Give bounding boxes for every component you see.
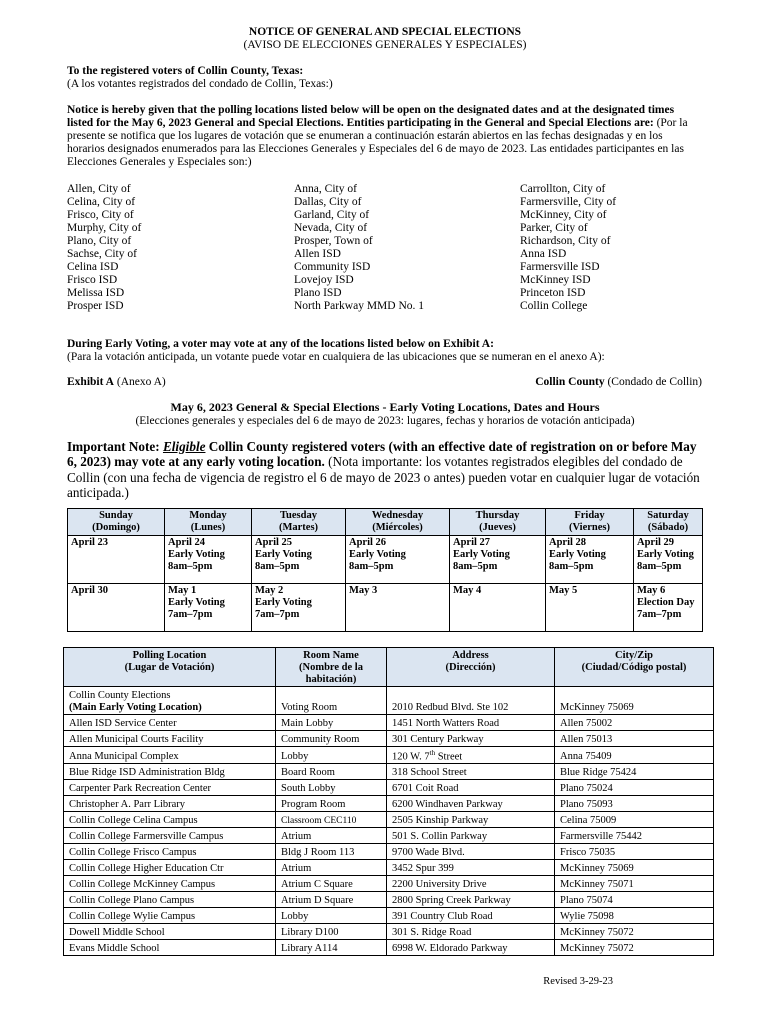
column-header: Room Name (Nombre de la habitación)	[276, 647, 387, 686]
location-name: Collin College Higher Education Ctr	[64, 860, 276, 876]
calendar-day: May 3	[346, 583, 450, 631]
city-zip: McKinney 75072	[555, 940, 714, 956]
city-zip: McKinney 75069	[555, 860, 714, 876]
entity-item: McKinney ISD	[520, 274, 591, 286]
room-name: Atrium C Square	[276, 876, 387, 892]
day-header: Tuesday (Martes)	[252, 508, 346, 535]
schedule-subheading: (Elecciones generales y especiales del 6 de mayo de 2023: lugares, fechas y horarios de votación anticipada)	[135, 415, 635, 427]
room-name: Bldg J Room 113	[276, 844, 387, 860]
entity-item: Anna, City of	[294, 183, 357, 195]
entity-item: Dallas, City of	[294, 196, 362, 208]
room-name: Community Room	[276, 730, 387, 746]
location-name: Collin College Farmersville Campus	[64, 828, 276, 844]
city-zip: Plano 75074	[555, 892, 714, 908]
important-note: Important Note: Eligible Collin County registered voters (with an effective date of registration on or before May 6, 2023) may vote at any early voting location. (Nota importante: los votantes registrados elegibles del condado de Collin (con una fecha de vigencia de registro el 6 de mayo de 2023 o antes) pueden votar en cualquier lugar de votación anticipada.)	[67, 439, 700, 501]
calendar-day: May 1 Early Voting 7am–7pm	[165, 583, 252, 631]
calendar-day: April 29 Early Voting 8am–5pm	[634, 535, 703, 583]
address: 3452 Spur 399	[387, 860, 555, 876]
address: 2800 Spring Creek Parkway	[387, 892, 555, 908]
early-voting-en: During Early Voting, a voter may vote at any of the locations listed below on Exhibit A:	[67, 338, 494, 350]
schedule-heading: May 6, 2023 General & Special Elections - Early Voting Locations, Dates and Hours	[170, 400, 600, 414]
city-zip: Allen 75013	[555, 730, 714, 746]
notice-subtitle: (AVISO DE ELECCIONES GENERALES Y ESPECIALES)	[243, 39, 527, 51]
column-header: Polling Location (Lugar de Votación)	[64, 647, 276, 686]
address: 6701 Coit Road	[387, 780, 555, 796]
table-row	[64, 892, 714, 908]
address: 301 Century Parkway	[387, 730, 555, 746]
city-zip: Anna 75409	[555, 746, 714, 764]
entity-column-1	[67, 183, 294, 313]
address: 301 S. Ridge Road	[387, 924, 555, 940]
entity-item: Collin College	[520, 300, 588, 312]
city-zip: Farmersville 75442	[555, 828, 714, 844]
notice-paragraph	[67, 104, 703, 169]
day-header: Wednesday (Miércoles)	[346, 508, 450, 535]
entity-item: Sachse, City of	[67, 248, 137, 260]
entity-item: Allen ISD	[294, 248, 341, 260]
address: 6998 W. Eldorado Parkway	[387, 940, 555, 956]
calendar-day: April 25 Early Voting 8am–5pm	[252, 535, 346, 583]
calendar-day: May 5	[546, 583, 634, 631]
room-name: Main Lobby	[276, 714, 387, 730]
room-name: Library D100	[276, 924, 387, 940]
location-name: Allen Municipal Courts Facility	[64, 730, 276, 746]
notice-es: (Por la presente se notifica que los lugares de votación que se enumeran a continuación estarán abiertos en las fechas designadas y en los horarios designados enumerados para las Elecciones Generales y Especiales del 6 de mayo de 2023. Las entidades participantes en las Elecciones Generales y Especiales son:)	[67, 117, 688, 168]
table-row	[64, 860, 714, 876]
salutation-es: (A los votantes registrados del condado de Collin, Texas:)	[67, 78, 333, 90]
exhibit-label: Exhibit A (Anexo A)	[67, 376, 166, 388]
city-zip: Plano 75093	[555, 796, 714, 812]
calendar-week	[68, 583, 703, 631]
calendar-day: May 6 Election Day 7am–7pm	[634, 583, 703, 631]
entity-item: Prosper ISD	[67, 300, 124, 312]
entity-item: Murphy, City of	[67, 222, 142, 234]
city-zip: Blue Ridge 75424	[555, 764, 714, 780]
room-name: Atrium D Square	[276, 892, 387, 908]
location-name: Allen ISD Service Center	[64, 714, 276, 730]
entity-item: Farmersville, City of	[520, 196, 617, 208]
entity-item: Parker, City of	[520, 222, 588, 234]
entity-item: Princeton ISD	[520, 287, 586, 299]
entity-item: Frisco, City of	[67, 209, 134, 221]
salutation	[67, 65, 703, 91]
notice-title: NOTICE OF GENERAL AND SPECIAL ELECTIONS	[248, 26, 522, 38]
table-row	[64, 908, 714, 924]
table-row	[64, 796, 714, 812]
location-name: Collin College Plano Campus	[64, 892, 276, 908]
entity-item: Allen, City of	[67, 183, 131, 195]
entity-item: Garland, City of	[294, 209, 370, 221]
location-name: Collin College Celina Campus	[64, 812, 276, 828]
calendar-day: April 28 Early Voting 8am–5pm	[546, 535, 634, 583]
room-name: Library A114	[276, 940, 387, 956]
eligible-emphasis: Eligible	[162, 439, 206, 454]
table-row	[64, 924, 714, 940]
city-zip: McKinney 75072	[555, 924, 714, 940]
day-header: Friday (Viernes)	[546, 508, 634, 535]
entity-item: Celina, City of	[67, 196, 136, 208]
table-row	[64, 746, 714, 764]
location-name: Collin College Frisco Campus	[64, 844, 276, 860]
calendar-day: May 4	[450, 583, 546, 631]
day-header: Sunday (Domingo)	[68, 508, 165, 535]
notice-page	[67, 26, 703, 956]
calendar-week	[68, 535, 703, 583]
entity-item: North Parkway MMD No. 1	[294, 300, 425, 312]
room-name: Board Room	[276, 764, 387, 780]
early-voting-es: (Para la votación anticipada, un votante puede votar en cualquiera de las ubicaciones que se numeran en el anexo A):	[67, 351, 605, 363]
calendar-day: April 27 Early Voting 8am–5pm	[450, 535, 546, 583]
early-voting-calendar	[67, 508, 703, 632]
entity-item: Farmersville ISD	[520, 261, 600, 273]
table-row	[64, 714, 714, 730]
room-name: Atrium	[276, 860, 387, 876]
notice-en: Notice is hereby given that the polling locations listed below will be open on the designated dates and at the designated times listed for the May 6, 2023 General and Special Elections. Entities participating in the General and Special Elections are:	[67, 104, 675, 129]
room-name: Voting Room	[276, 686, 387, 714]
address: 6200 Windhaven Parkway	[387, 796, 555, 812]
table-row	[64, 828, 714, 844]
room-name: Classroom CEC110	[276, 812, 387, 828]
table-row	[64, 730, 714, 746]
city-zip: Frisco 75035	[555, 844, 714, 860]
address: 391 Country Club Road	[387, 908, 555, 924]
table-row	[64, 780, 714, 796]
entity-item: Nevada, City of	[294, 222, 368, 234]
address: 1451 North Watters Road	[387, 714, 555, 730]
calendar-day: April 26 Early Voting 8am–5pm	[346, 535, 450, 583]
calendar-day: April 24 Early Voting 8am–5pm	[165, 535, 252, 583]
polling-locations-table	[63, 647, 714, 957]
location-name: Collin College McKinney Campus	[64, 876, 276, 892]
entity-item: Plano, City of	[67, 235, 132, 247]
address: 9700 Wade Blvd.	[387, 844, 555, 860]
city-zip: Wylie 75098	[555, 908, 714, 924]
table-row	[64, 764, 714, 780]
entity-column-2	[294, 183, 520, 313]
day-header: Thursday (Jueves)	[450, 508, 546, 535]
address: 2505 Kinship Parkway	[387, 812, 555, 828]
county-label: Collin County (Condado de Collin)	[535, 376, 702, 388]
calendar-day: April 30	[68, 583, 165, 631]
location-name: Carpenter Park Recreation Center	[64, 780, 276, 796]
city-zip: McKinney 75071	[555, 876, 714, 892]
entity-item: Anna ISD	[520, 248, 567, 260]
table-row	[64, 686, 714, 714]
column-header: Address (Dirección)	[387, 647, 555, 686]
location-name: Blue Ridge ISD Administration Bldg	[64, 764, 276, 780]
location-name: Evans Middle School	[64, 940, 276, 956]
entity-item: Richardson, City of	[520, 235, 611, 247]
revised-date: Revised 3-29-23	[543, 976, 613, 987]
address: 120 W. 7th Street	[387, 746, 555, 764]
location-name: Anna Municipal Complex	[64, 746, 276, 764]
entity-item: Prosper, Town of	[294, 235, 373, 247]
room-name: South Lobby	[276, 780, 387, 796]
location-name: Christopher A. Parr Library	[64, 796, 276, 812]
room-name: Atrium	[276, 828, 387, 844]
location-name: Collin County Elections (Main Early Voting Location)	[64, 686, 276, 714]
exhibit-row	[67, 376, 703, 389]
room-name: Lobby	[276, 908, 387, 924]
entity-list	[67, 183, 703, 313]
entity-item: Carrollton, City of	[520, 183, 606, 195]
location-name: Dowell Middle School	[64, 924, 276, 940]
address: 2010 Redbud Blvd. Ste 102	[387, 686, 555, 714]
day-header: Monday (Lunes)	[165, 508, 252, 535]
room-name: Lobby	[276, 746, 387, 764]
entity-column-3	[520, 183, 703, 313]
address: 318 School Street	[387, 764, 555, 780]
column-header: City/Zip (Ciudad/Código postal)	[555, 647, 714, 686]
city-zip: Plano 75024	[555, 780, 714, 796]
early-voting-note	[67, 338, 703, 364]
salutation-en: To the registered voters of Collin County, Texas:	[67, 65, 304, 77]
entity-item: Melissa ISD	[67, 287, 125, 299]
calendar-day: May 2 Early Voting 7am–7pm	[252, 583, 346, 631]
city-zip: McKinney 75069	[555, 686, 714, 714]
entity-item: Frisco ISD	[67, 274, 118, 286]
location-name: Collin College Wylie Campus	[64, 908, 276, 924]
entity-item: Lovejoy ISD	[294, 274, 354, 286]
table-row	[64, 844, 714, 860]
entity-item: Celina ISD	[67, 261, 119, 273]
table-row	[64, 812, 714, 828]
table-row	[64, 876, 714, 892]
room-name: Program Room	[276, 796, 387, 812]
day-header: Saturday (Sábado)	[634, 508, 703, 535]
table-row	[64, 940, 714, 956]
entity-item: McKinney, City of	[520, 209, 607, 221]
address: 501 S. Collin Parkway	[387, 828, 555, 844]
address: 2200 University Drive	[387, 876, 555, 892]
entity-item: Plano ISD	[294, 287, 342, 299]
city-zip: Celina 75009	[555, 812, 714, 828]
entity-item: Community ISD	[294, 261, 371, 273]
calendar-day: April 23	[68, 535, 165, 583]
city-zip: Allen 75002	[555, 714, 714, 730]
